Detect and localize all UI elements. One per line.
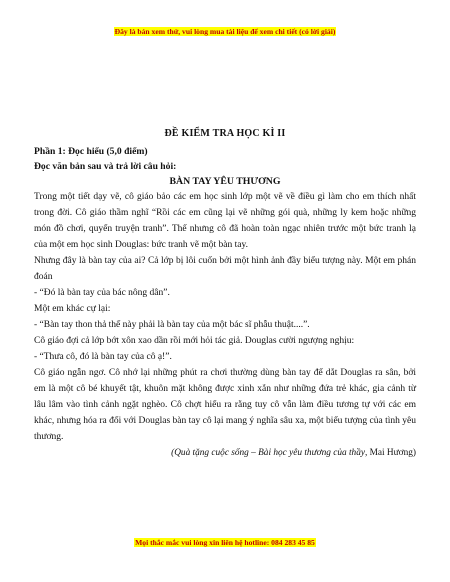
paragraph: Nhưng đây là bàn tay của ai? Cả lớp bị lôi cuốn bởi một hình ảnh đầy biểu tượng này. Một em phán đoán — [34, 256, 416, 282]
paragraph: - “Thưa cô, đó là bàn tay của cô ạ!”. — [34, 352, 172, 362]
paragraph: Trong một tiết dạy vẽ, cô giáo bảo các em học sinh lớp một vẽ về điều gì làm cho em thích nhất trong đời. Cô giáo thầm nghĩ “Rồi các em cũng lại vẽ những gói quà, những ly kem hoặc những món đồ chơi, quyển truyện tranh”. Thế nhưng cô đã hoàn toàn ngạc nhiên trước một bức tranh lạ của một em học sinh Douglas: bức tranh vẽ một bàn tay. — [34, 192, 416, 250]
preview-banner-text: Đây là bản xem thử, vui lòng mua tài liệu để xem chi tiết (có lời giải) — [114, 27, 336, 36]
hotline-banner — [0, 538, 450, 547]
paragraph: - “Bàn tay thon thả thế này phải là bàn tay của một bác sĩ phẫu thuật....”. — [34, 320, 310, 330]
source-title: (Quà tặng cuộc sống – Bài học yêu thương của thầy — [171, 448, 365, 458]
part-heading: Phần 1: Đọc hiểu (5,0 điểm) — [34, 146, 148, 157]
hotline-banner-text: Mọi thắc mắc vui lòng xin liên hệ hotline: 084 283 45 85 — [135, 538, 315, 547]
paragraph: Cô giáo ngẫn ngơ. Cô nhớ lại những phút ra chơi thường dùng bàn tay để dắt Douglas ra sân, bởi em là một cô bé khuyết tật, khuôn mặt không được xinh xắn như những đứa trẻ khác, gia cảnh từ lâu lâm vào tình cảnh ngặt nghèo. Cô chợt hiểu ra rằng tuy cô vẫn làm điều tương tự với các em khác, nhưng hóa ra đối với Douglas bàn tay cô lại mang ý nghĩa sâu xa, một biểu tượng của tình yêu thương. — [34, 368, 416, 442]
story-title: BÀN TAY YÊU THƯƠNG — [169, 176, 281, 187]
story-text — [34, 189, 416, 445]
paragraph: Một em khác cự lại: — [34, 304, 111, 314]
paragraph: Cô giáo đợi cả lớp bớt xôn xao dần rồi mới hỏi tác giả. Douglas cười ngượng nghịu: — [34, 336, 355, 346]
preview-banner — [0, 27, 450, 36]
paragraph: - “Đó là bàn tay của bác nông dân”. — [34, 288, 170, 298]
reading-instruction: Đọc văn bản sau và trả lời câu hỏi: — [34, 161, 177, 172]
document-body — [34, 128, 416, 461]
source-citation — [34, 446, 416, 461]
exam-title: ĐỀ KIỂM TRA HỌC KÌ II — [164, 128, 286, 139]
source-author: , Mai Hương) — [364, 448, 416, 458]
